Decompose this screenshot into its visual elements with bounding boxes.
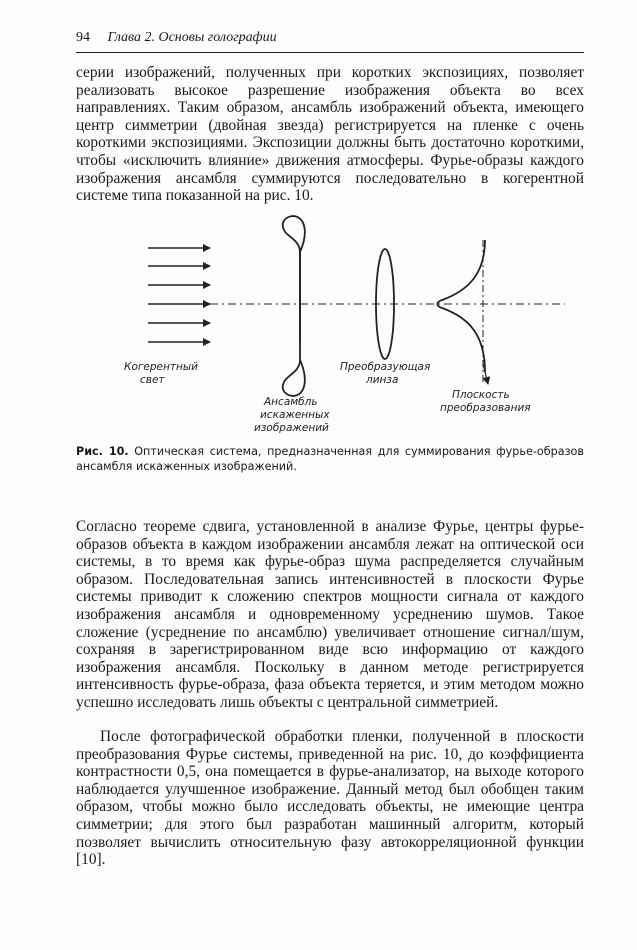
label-ensemble: Ансамбль искаженных изображений: [254, 396, 330, 434]
figure-10: [110, 212, 590, 442]
caption-number: Рис. 10.: [76, 445, 129, 458]
paragraph-2: Согласно теореме сдвига, установленной в анализе Фурье, центры фурье-образов объекта в каждом изображении ансамбля лежат на оптической оси системы, в то время как фурье-образ шума распределяется случайным образом. Последовательная запись интенсивностей в плоскости Фурье системы приводит к сложению спектров мощности сигнала от каждого изображения ансамбля и одновременному усреднению шумов. Такое сложение (усреднение по ансамблю) увеличивает отношение сигнал/шум, сохраняя в зарегистрированном виде всю информацию от каждого изображения ансамбля. Поскольку в данном методе регистрируется интенсивность фурье-образа, фаза объекта теряется, и этим методом можно успешно исследовать лишь объекты с центральной симметрией.: [76, 518, 584, 711]
running-header: [76, 30, 584, 53]
paragraph-1: серии изображений, полученных при коротких экспозициях, позволяет реализовать высокое разрешение изображения объекта во всех направлениях. Таким образом, ансамбль изображений объекта, имеющего центр симметрии (двойная звезда) регистрируется на пленке с очень короткими экспозициями. Экспозиции должны быть достаточно короткими, чтобы «исключить влияние» движения атмосферы. Фурье-образы каждого изображения ансамбля суммируются последовательно в когерентной системе типа показанной на рис. 10.: [76, 64, 584, 205]
figure-caption: [76, 444, 584, 474]
coherent-light-arrows: [148, 248, 210, 342]
paragraph-3: После фотографической обработки пленки, полученной в плоскости преобразования Фурье системы, приведенной на рис. 10, до коэффициента контрастности 0,5, она помещается в фурье-анализатор, на выходе которого наблюдается улучшенное изображение. Данный метод был обобщен таким образом, чтобы можно было исследовать объекты, не имеющие центра симметрии; для этого был разработан машинный алгоритм, который позволяет вычислить относительную фазу автокорреляционной функции [10].: [76, 728, 584, 869]
label-coherent-light: Когерентный свет: [124, 361, 198, 386]
label-lens: Преобразующая линза: [340, 361, 431, 386]
page-number: 94: [76, 30, 90, 45]
optical-system-diagram: [110, 212, 590, 442]
intensity-curve: [438, 240, 486, 372]
film-reel-top: [283, 216, 305, 342]
chapter-title: Глава 2. Основы голографии: [107, 30, 277, 45]
film-reel-bottom: [283, 252, 305, 396]
label-transform-plane: Плоскость преобразования: [440, 389, 531, 414]
caption-text: Оптическая система, предназначенная для суммирования фурье-образов ансамбля искаженных изображений.: [76, 445, 584, 473]
